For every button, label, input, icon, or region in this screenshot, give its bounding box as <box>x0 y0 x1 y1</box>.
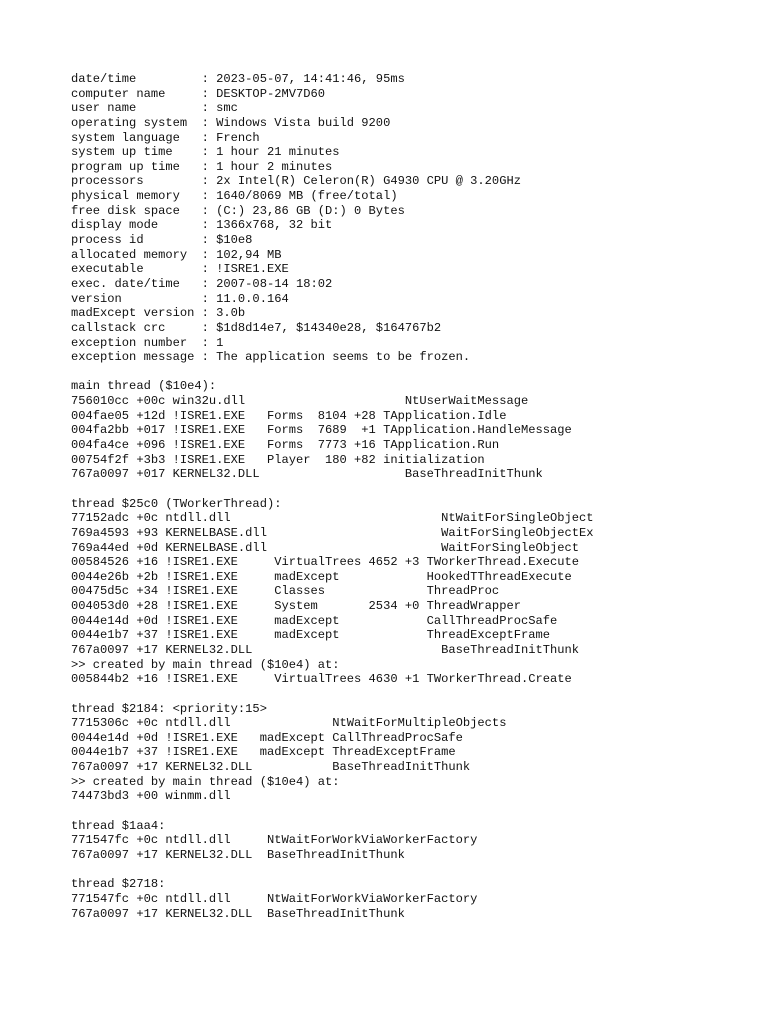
stack-line: 004fa4ce +096 !ISRE1.EXE Forms 7773 +16 TApplication.Run <box>71 438 500 453</box>
stack-line: 767a0097 +17 KERNEL32.DLL BaseThreadInitThunk <box>71 847 405 862</box>
info-line: version : 11.0.0.164 <box>71 291 289 306</box>
blank-line <box>71 482 761 497</box>
stack-line: 769a44ed +0d KERNELBASE.dll WaitForSingleObject <box>71 540 580 555</box>
thread-1aa4-stack <box>71 819 761 863</box>
thread-heading: main thread ($10e4): <box>71 379 217 394</box>
stack-line: 7715306c +0c ntdll.dll NtWaitForMultipleObjects <box>71 716 507 731</box>
worker-thread-stack <box>71 497 761 687</box>
stack-line: 00584526 +16 !ISRE1.EXE VirtualTrees 4652 +3 TWorkerThread.Execute <box>71 555 580 570</box>
stack-line: 771547fc +0c ntdll.dll NtWaitForWorkViaWorkerFactory <box>71 891 478 906</box>
blank-line <box>71 804 761 819</box>
stack-line: 004fae05 +12d !ISRE1.EXE Forms 8104 +28 TApplication.Idle <box>71 408 507 423</box>
stack-line: 004053d0 +28 !ISRE1.EXE System 2534 +0 ThreadWrapper <box>71 599 521 614</box>
stack-line: 74473bd3 +00 winmm.dll <box>71 789 231 804</box>
thread-heading: thread $1aa4: <box>71 818 166 833</box>
system-info-section <box>71 72 761 365</box>
blank-line <box>71 687 761 702</box>
info-line: program up time : 1 hour 2 minutes <box>71 159 333 174</box>
thread-heading: thread $2184: <priority:15> <box>71 701 267 716</box>
thread-heading: thread $25c0 (TWorkerThread): <box>71 496 282 511</box>
info-line: system language : French <box>71 130 260 145</box>
info-line: executable : !ISRE1.EXE <box>71 262 289 277</box>
thread-heading: thread $2718: <box>71 877 166 892</box>
stack-line: 0044e26b +2b !ISRE1.EXE madExcept HookedTThreadExecute <box>71 569 572 584</box>
stack-line: 00475d5c +34 !ISRE1.EXE Classes ThreadProc <box>71 584 500 599</box>
thread-2184-stack <box>71 702 761 804</box>
blank-line <box>71 365 761 380</box>
stack-line: 771547fc +0c ntdll.dll NtWaitForWorkViaWorkerFactory <box>71 833 478 848</box>
stack-line: 769a4593 +93 KERNELBASE.dll WaitForSingleObjectEx <box>71 525 594 540</box>
info-line: process id : $10e8 <box>71 233 253 248</box>
info-line: allocated memory : 102,94 MB <box>71 247 282 262</box>
info-line: madExcept version : 3.0b <box>71 306 246 321</box>
bug-report-document <box>71 72 761 921</box>
stack-line: 004fa2bb +017 !ISRE1.EXE Forms 7689 +1 TApplication.HandleMessage <box>71 423 572 438</box>
stack-line: 767a0097 +17 KERNEL32.DLL BaseThreadInitThunk <box>71 642 580 657</box>
stack-line: 0044e14d +0d !ISRE1.EXE madExcept CallThreadProcSafe <box>71 613 558 628</box>
info-line: date/time : 2023-05-07, 14:41:46, 95ms <box>71 72 405 86</box>
info-line: user name : smc <box>71 101 238 116</box>
info-line: computer name : DESKTOP-2MV7D60 <box>71 86 326 101</box>
main-thread-stack <box>71 379 761 481</box>
stack-line: 005844b2 +16 !ISRE1.EXE VirtualTrees 4630 +1 TWorkerThread.Create <box>71 672 572 687</box>
stack-line: 767a0097 +17 KERNEL32.DLL BaseThreadInitThunk <box>71 906 405 921</box>
info-line: exception number : 1 <box>71 335 224 350</box>
stack-line: 00754f2f +3b3 !ISRE1.EXE Player 180 +82 initialization <box>71 452 485 467</box>
info-line: system up time : 1 hour 21 minutes <box>71 145 340 160</box>
thread-2718-stack <box>71 877 761 921</box>
info-line: free disk space : (C:) 23,86 GB (D:) 0 Bytes <box>71 203 405 218</box>
blank-line <box>71 863 761 878</box>
stack-line: 756010cc +00c win32u.dll NtUserWaitMessage <box>71 394 529 409</box>
info-line: processors : 2x Intel(R) Celeron(R) G4930 CPU @ 3.20GHz <box>71 174 521 189</box>
info-line: display mode : 1366x768, 32 bit <box>71 218 333 233</box>
info-line: exec. date/time : 2007-08-14 18:02 <box>71 276 333 291</box>
info-line: exception message : The application seems to be frozen. <box>71 350 471 365</box>
stack-line: 767a0097 +17 KERNEL32.DLL BaseThreadInitThunk <box>71 760 471 775</box>
info-line: physical memory : 1640/8069 MB (free/total) <box>71 189 398 204</box>
info-line: callstack crc : $1d8d14e7, $14340e28, $164767b2 <box>71 320 442 335</box>
stack-line: 0044e1b7 +37 !ISRE1.EXE madExcept ThreadExceptFrame <box>71 628 550 643</box>
stack-line: 0044e14d +0d !ISRE1.EXE madExcept CallThreadProcSafe <box>71 730 463 745</box>
info-line: operating system : Windows Vista build 9200 <box>71 115 391 130</box>
created-by-line: >> created by main thread ($10e4) at: <box>71 774 340 789</box>
created-by-line: >> created by main thread ($10e4) at: <box>71 657 340 672</box>
stack-line: 0044e1b7 +37 !ISRE1.EXE madExcept ThreadExceptFrame <box>71 745 456 760</box>
stack-line: 767a0097 +017 KERNEL32.DLL BaseThreadInitThunk <box>71 467 543 482</box>
stack-line: 77152adc +0c ntdll.dll NtWaitForSingleObject <box>71 511 594 526</box>
